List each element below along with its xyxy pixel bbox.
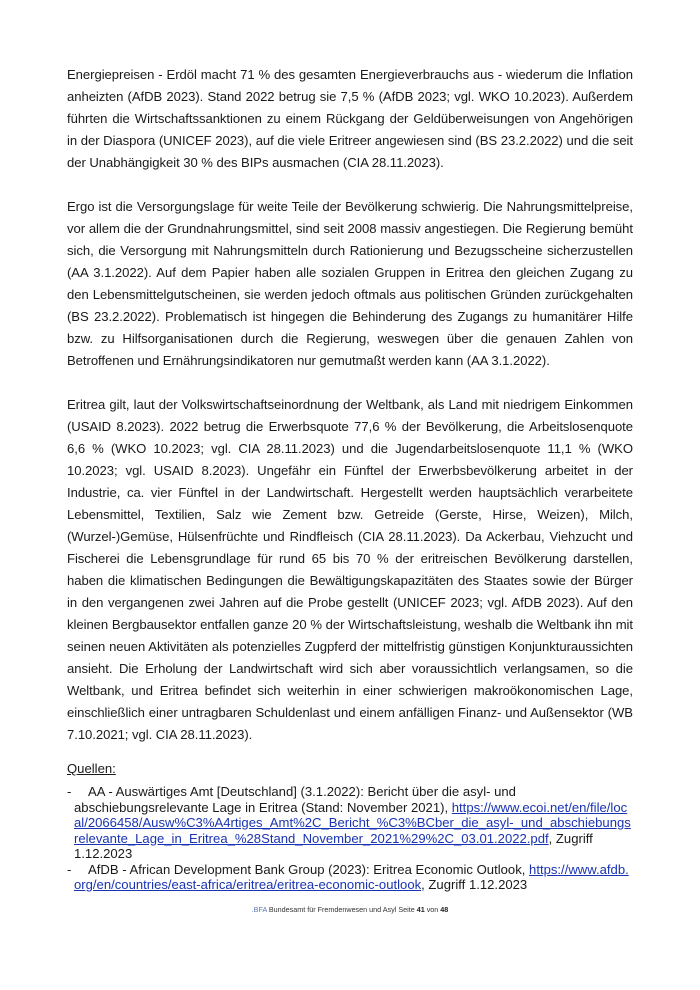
bfa-logo-text: .BFA [251,905,267,914]
page-current: 41 [416,905,425,914]
sources-heading: Quellen: [67,761,116,776]
list-bullet: - [67,861,72,877]
source-access-date: , Zugriff 1.12.2023 [74,830,593,861]
source-text: AfDB - African Development Bank Group (2023): Eritrea Economic Outlook, [88,861,526,877]
paragraph-energy-inflation: Energiepreisen - Erdöl macht 71 % des gesamten Energieverbrauchs aus - wiederum die Inflation anheizten (AfDB 2023). Stand 2022 betrug sie 7,5 % (AfDB 2023; vgl. WKO 10.2023). Außerdem führten die Wirtschaftssanktionen zu einem Rückgang der Geldüberweisungen von Angehörigen in der Diaspora (UNICEF 2023), auf die viele Eritreer angewiesen sind (BS 23.2.2022) und die seit der Unabhängigkeit 30 % des BIPs ausmachen (CIA 28.11.2023). [67,67,633,170]
paragraph-food-supply: Ergo ist die Versorgungslage für weite Teile der Bevölkerung schwierig. Die Nahrungsmittelpreise, vor allem die der Grundnahrungsmittel, sind seit 2008 massiv angestiegen. Die Regierung bemüht sich, die Versorgung mit Nahrungsmitteln durch Rationierung und Bezugsscheine sicherzustellen (AA 3.1.2022). Auf dem Papier haben alle sozialen Gruppen in Eritrea den gleichen Zugang zu den Lebensmittelgutscheinen, sie werden jedoch oftmals aus politischen Gründen zurückgehalten (BS 23.2.2022). Problematisch ist hingegen die Behinderung des Zugangs zu humanitärer Hilfe bzw. zu Hilfsorganisationen durch die Regierung, weswegen über die genauen Zahlen von Betroffenen und Ernährungsindikatoren nur gemutmaßt werden kann (AA 3.1.2022). [67,199,633,368]
page-footer [0,905,700,914]
source-list [67,784,633,893]
source-link-aa[interactable]: https://www.ecoi.net/en/file/local/2066458/Ausw%C3%A4rtiges_Amt%2C_Bericht_%C3%BCber_die_asyl-_und_abschiebungsrelevante_Lage_in_Eritrea_%28Stand_November_2021%29%2C_03.01.2022.pdf [74,799,631,846]
page-total: 48 [440,905,449,914]
source-access-date: , Zugriff 1.12.2023 [421,877,528,892]
source-link-afdb[interactable]: https://www.afdb.org/en/countries/east-africa/eritrea/eritrea-economic-outlook [74,861,629,892]
paragraph-economy: Eritrea gilt, laut der Volkswirtschaftseinordnung der Weltbank, als Land mit niedrigem Einkommen (USAID 8.2023). 2022 betrug die Erwerbsquote 77,6 % der Bevölkerung, die Arbeitslosenquote 6,6 % (WKO 10.2023; vgl. CIA 28.11.2023) und die Jugendarbeitslosenquote 11,1 % (WKO 10.2023; vgl. USAID 8.2023). Ungefähr ein Fünftel der Erwerbsbevölkerung arbeitet in der Industrie, ca. vier Fünftel in der Landwirtschaft. Hergestellt werden hauptsächlich verarbeitete Lebensmittel, Textilien, Salz wie Zement bzw. Getreide (Gerste, Hirse, Weizen), Milch, (Wurzel-)Gemüse, Hülsenfrüchte und Rindfleisch (CIA 28.11.2023). Da Ackerbau, Viehzucht und Fischerei die Lebensgrundlage für rund 65 bis 70 % der eritreischen Bevölkerung darstellen, haben die klimatischen Bedingungen die Bewältigungskapazitäten des Staates sowie der Bürger in den vergangenen zwei Jahren auf die Probe gestellt (UNICEF 2023; vgl. AfDB 2023). Auf den kleinen Bergbausektor entfallen ganze 20 % der Wirtschaftsleistung, weshalb die Weltbank ihn mit seinen neuen Aktivitäten als potenzielles Zugpferd der mittelfristig günstigen Konjunkturaussichten ansieht. Die Erholung der Landwirtschaft wird sich aber voraussichtlich verlangsamen, so die Weltbank, und Eritrea befindet sich weiterhin in einer schwierigen makroökonomischen Lage, einschließlich einer untragbaren Schuldenlast und einem anfälligen Finanz- und Außensektor (WB 7.10.2021; vgl. CIA 28.11.2023). [67,397,633,742]
source-item-aa [67,784,633,862]
document-page [67,64,633,893]
page-separator: von [424,905,441,914]
footer-text: Bundesamt für Fremdenwesen und Asyl Seite [266,905,417,914]
source-text: AA - Auswärtiges Amt [Deutschland] (3.1.2022): Bericht über die asyl- und abschiebungsrelevante Lage in Eritrea (Stand: November 2021), [74,784,516,815]
list-bullet: - [67,784,72,799]
source-item-afdb [67,862,633,893]
